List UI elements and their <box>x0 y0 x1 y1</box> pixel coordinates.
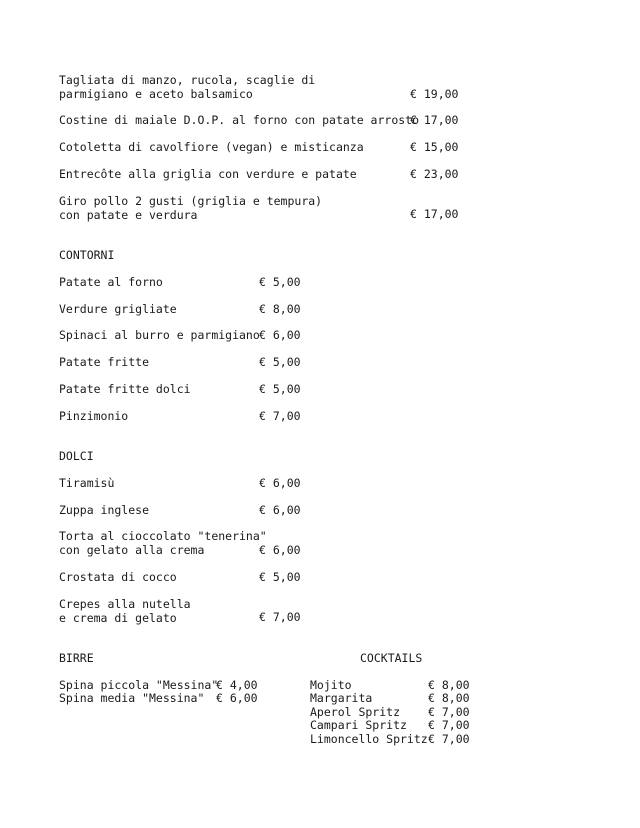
menu-item-price: € 5,00 <box>259 570 301 584</box>
section-heading: CONTORNI <box>59 248 115 262</box>
menu-item-name: Mojito <box>310 678 352 692</box>
menu-item-name: Limoncello Spritz <box>310 732 428 746</box>
menu-item-name: Spina piccola "Messina" <box>59 678 219 692</box>
menu-item-name: Pinzimonio <box>59 409 129 423</box>
menu-item-name: Zuppa inglese <box>59 503 150 517</box>
menu-item-name: Aperol Spritz <box>310 705 401 719</box>
menu-item-price: € 7,00 <box>259 409 301 423</box>
menu-item-price: € 17,00 <box>410 113 459 127</box>
section-heading: COCKTAILS <box>360 651 423 665</box>
menu-item-price: € 5,00 <box>259 382 301 396</box>
menu-item-name: Patate fritte <box>59 355 150 369</box>
menu-item-price: € 15,00 <box>410 140 459 154</box>
menu-item-price: € 6,00 <box>259 476 301 490</box>
section-heading: BIRRE <box>59 651 94 665</box>
menu-item-price: € 7,00 <box>428 732 470 746</box>
menu-item-name: Torta al cioccolato "tenerina" con gelato alla crema <box>59 529 267 557</box>
menu-item-price: € 7,00 <box>428 705 470 719</box>
menu-item-name: Verdure grigliate <box>59 302 177 316</box>
menu-item-price: € 7,00 <box>428 718 470 732</box>
menu-item-name: Patate fritte dolci <box>59 382 191 396</box>
menu-item-name: Crepes alla nutella e crema di gelato <box>59 597 191 625</box>
menu-item-price: € 19,00 <box>410 87 459 101</box>
menu-item-price: € 7,00 <box>259 610 301 624</box>
menu-item-price: € 6,00 <box>259 503 301 517</box>
section-heading: DOLCI <box>59 449 94 463</box>
menu-item-name: Giro pollo 2 gusti (griglia e tempura) con patate e verdura <box>59 194 323 222</box>
menu-item-name: Tiramisù <box>59 476 115 490</box>
menu-item-name: Crostata di cocco <box>59 570 177 584</box>
menu-item-price: € 4,00 <box>216 678 258 692</box>
menu-item-name: Campari Spritz <box>310 718 407 732</box>
menu-item-price: € 6,00 <box>216 691 258 705</box>
menu-item-name: Tagliata di manzo, rucola, scaglie di parmigiano e aceto balsamico <box>59 73 316 101</box>
menu-item-name: Costine di maiale D.O.P. al forno con patate arrosto <box>59 113 420 127</box>
menu-item-price: € 6,00 <box>259 543 301 557</box>
menu-item-name: Patate al forno <box>59 275 163 289</box>
menu-item-price: € 23,00 <box>410 167 459 181</box>
menu-item-name: Spina media "Messina" <box>59 691 205 705</box>
menu-item-price: € 8,00 <box>428 678 470 692</box>
menu-item-price: € 8,00 <box>428 691 470 705</box>
menu-item-name: Margarita <box>310 691 373 705</box>
menu-item-name: Cotoletta di cavolfiore (vegan) e misticanza <box>59 140 364 154</box>
menu-item-price: € 8,00 <box>259 302 301 316</box>
menu-item-price: € 17,00 <box>410 207 459 221</box>
menu-item-price: € 5,00 <box>259 355 301 369</box>
menu-item-name: Entrecôte alla griglia con verdure e patate <box>59 167 357 181</box>
menu-item-price: € 5,00 <box>259 275 301 289</box>
menu-item-price: € 6,00 <box>259 328 301 342</box>
menu-item-name: Spinaci al burro e parmigiano <box>59 328 260 342</box>
